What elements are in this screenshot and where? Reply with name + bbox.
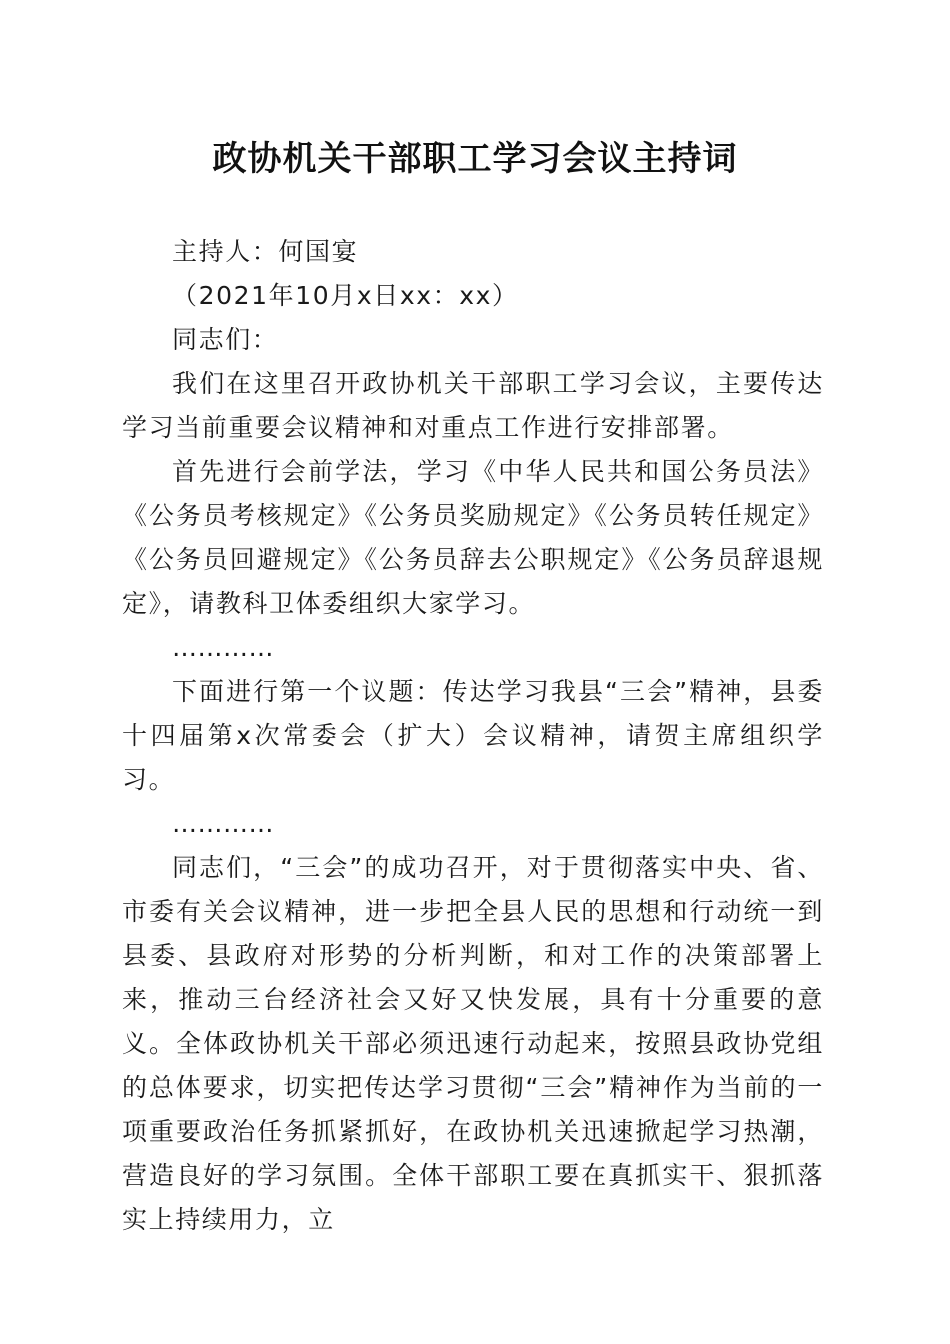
host-line: 主持人：何国宴: [172, 237, 359, 266]
paragraph-intro: 我们在这里召开政协机关干部职工学习会议，主要传达学习当前重要会议精神和对重点工作进行安排部署。: [122, 369, 824, 442]
paragraph-closing: 同志们，“三会”的成功召开，对于贯彻落实中央、省、市委有关会议精神，进一步把全县人民的思想和行动统一到县委、县政府对形势的分析判断，和对工作的决策部署上来，推动三台经济社会又好又快发展，具有十分重要的意义。全体政协机关干部必须迅速行动起来，按照县政协党组的总体要求，切实把传达学习贯彻“三会”精神作为当前的一项重要政治任务抓紧抓好，在政协机关迅速掀起学习热潮，营造良好的学习氛围。全体干部职工要在真抓实干、狠抓落实上持续用力，立: [122, 853, 824, 1234]
document-title: 政协机关干部职工学习会议主持词: [212, 139, 738, 179]
document-body: [122, 230, 824, 1242]
paragraph-law-study: 首先进行会前学法，学习《中华人民共和国公务员法》《公务员考核规定》《公务员奖励规定》《公务员转任规定》《公务员回避规定》《公务员辞去公职规定》《公务员辞退规定》，请教科卫体委组织大家学习。: [122, 457, 824, 618]
date-line: （2021年10月x日xx：xx）: [172, 281, 519, 310]
ellipsis-separator: …………: [172, 633, 274, 662]
salutation: 同志们：: [172, 325, 279, 354]
ellipsis-separator: …………: [172, 809, 274, 838]
paragraph-first-topic: 下面进行第一个议题：传达学习我县“三会”精神，县委十四届第x次常委会（扩大）会议精神，请贺主席组织学习。: [122, 677, 824, 794]
